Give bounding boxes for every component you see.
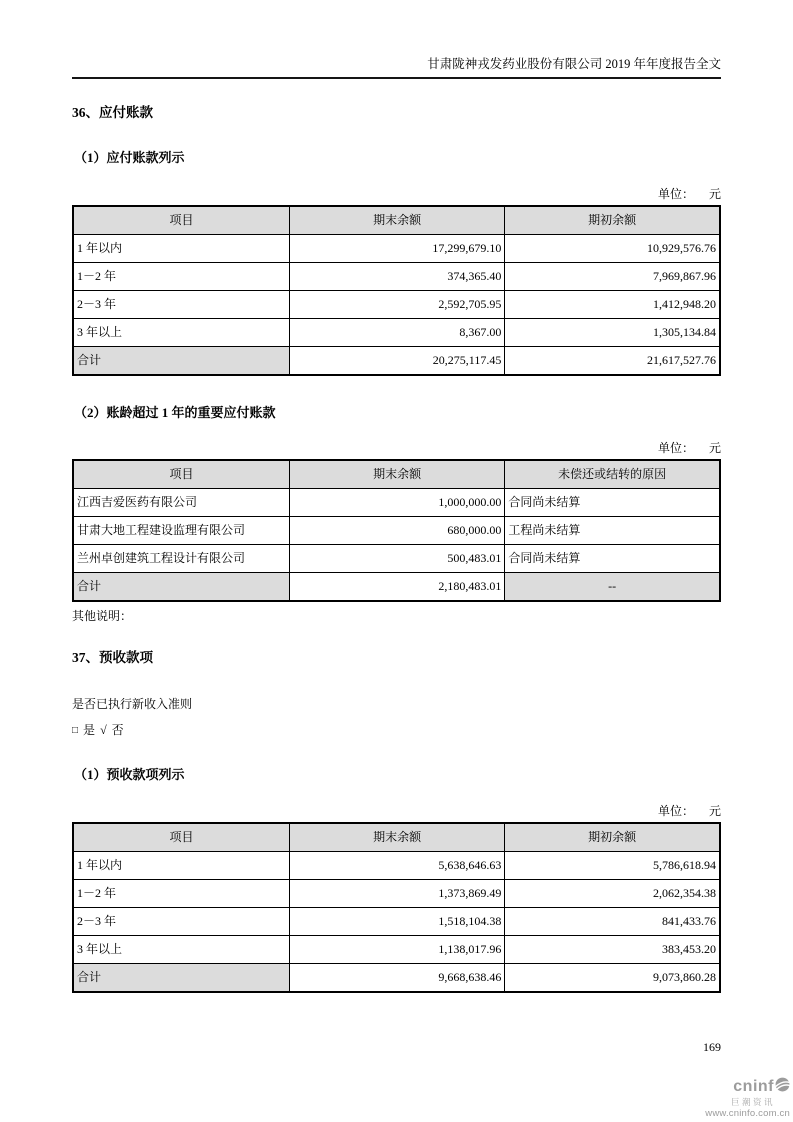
advances-received-table: [72, 822, 721, 993]
ending-balance-cell: 1,138,017.96: [289, 935, 504, 963]
beginning-balance-cell: 841,433.76: [505, 907, 720, 935]
other-note-label: 其他说明：: [72, 609, 133, 624]
item-cell: 1 年以内: [73, 851, 289, 879]
aged-payables-table: [72, 459, 721, 602]
total-ending-balance-cell: 2,180,483.01: [289, 573, 504, 602]
new-revenue-standard-question: 是否已执行新收入准则: [72, 696, 193, 711]
yes-no-checkline: [72, 723, 721, 738]
section-36-list-title: （1）应付账款列示: [74, 150, 185, 166]
table-row: [73, 234, 720, 262]
item-cell: 2－3 年: [73, 907, 289, 935]
header-beginning-balance: 期初余额: [505, 206, 720, 235]
item-cell: 1－2 年: [73, 879, 289, 907]
ending-balance-cell: 17,299,679.10: [289, 234, 504, 262]
total-label-cell: 合计: [73, 963, 289, 992]
item-cell: 2－3 年: [73, 290, 289, 318]
company-name-cell: 兰州卓创建筑工程设计有限公司: [73, 545, 289, 573]
accounts-payable-table: [72, 205, 721, 376]
beginning-balance-cell: 1,305,134.84: [505, 318, 720, 346]
unit-line-2: [72, 439, 721, 456]
total-beginning-balance-cell: 21,617,527.76: [505, 346, 720, 375]
document-header: [72, 0, 721, 79]
cninfo-globe-icon: [774, 1077, 790, 1096]
section-36-aged-title: （2）账龄超过 1 年的重要应付账款: [74, 404, 276, 420]
header-beginning-balance: 期初余额: [505, 823, 720, 852]
ending-balance-cell: 8,367.00: [289, 318, 504, 346]
total-reason-cell: --: [505, 573, 720, 602]
total-ending-balance-cell: 20,275,117.45: [289, 346, 504, 375]
header-item: 项目: [73, 206, 289, 235]
checkbox-yes-icon: □: [72, 725, 80, 737]
ending-balance-cell: 5,638,646.63: [289, 851, 504, 879]
table-row: [73, 318, 720, 346]
cninfo-wordmark: cninf: [733, 1077, 774, 1095]
unit-label: 单位：: [657, 441, 694, 456]
item-cell: 3 年以上: [73, 935, 289, 963]
table-header-row: [73, 206, 720, 235]
page-number: 169: [703, 1040, 721, 1054]
unit-value: 元: [708, 441, 721, 456]
unit-value: 元: [708, 803, 721, 818]
section-37-title: 37、预收款项: [72, 649, 153, 665]
table-total-row: [73, 346, 720, 375]
table-row: [73, 290, 720, 318]
report-header-title: 甘肃陇神戎发药业股份有限公司 2019 年年度报告全文: [72, 57, 721, 79]
beginning-balance-cell: 2,062,354.38: [505, 879, 720, 907]
table-row: [73, 851, 720, 879]
item-cell: 1－2 年: [73, 262, 289, 290]
unit-label: 单位：: [657, 803, 694, 818]
cninfo-url: www.cninfo.com.cn: [705, 1107, 790, 1119]
reason-cell: 合同尚未结算: [505, 489, 720, 517]
table-row: [73, 517, 720, 545]
header-ending-balance: 期末余额: [289, 206, 504, 235]
unit-line-3: [72, 802, 721, 819]
item-cell: 3 年以上: [73, 318, 289, 346]
table-row: [73, 545, 720, 573]
table-row: [73, 935, 720, 963]
table-header-row: [73, 460, 720, 489]
total-beginning-balance-cell: 9,073,860.28: [505, 963, 720, 992]
ending-balance-cell: 680,000.00: [289, 517, 504, 545]
total-label-cell: 合计: [73, 573, 289, 602]
table-total-row: [73, 573, 720, 602]
table-row: [73, 907, 720, 935]
beginning-balance-cell: 10,929,576.76: [505, 234, 720, 262]
header-ending-balance: 期末余额: [289, 460, 504, 489]
checkbox-yes-label: 是: [83, 723, 97, 738]
ending-balance-cell: 2,592,705.95: [289, 290, 504, 318]
cninfo-logo: [680, 1077, 790, 1118]
ending-balance-cell: 1,518,104.38: [289, 907, 504, 935]
cninfo-chinese-name: 巨潮资讯: [730, 1097, 775, 1107]
section-36-title: 36、应付账款: [72, 105, 153, 120]
company-name-cell: 江西吉爱医药有限公司: [73, 489, 289, 517]
unit-line-1: [72, 185, 721, 202]
total-label-cell: 合计: [73, 346, 289, 375]
table-total-row: [73, 963, 720, 992]
ending-balance-cell: 500,483.01: [289, 545, 504, 573]
checkbox-no-label: 否: [111, 723, 125, 738]
company-name-cell: 甘肃大地工程建设监理有限公司: [73, 517, 289, 545]
reason-cell: 合同尚未结算: [505, 545, 720, 573]
header-ending-balance: 期末余额: [289, 823, 504, 852]
beginning-balance-cell: 1,412,948.20: [505, 290, 720, 318]
table-row: [73, 262, 720, 290]
header-item: 项目: [73, 823, 289, 852]
section-37-list-title: （1）预收款项列示: [74, 767, 185, 783]
ending-balance-cell: 1,000,000.00: [289, 489, 504, 517]
header-item: 项目: [73, 460, 289, 489]
beginning-balance-cell: 7,969,867.96: [505, 262, 720, 290]
ending-balance-cell: 374,365.40: [289, 262, 504, 290]
beginning-balance-cell: 383,453.20: [505, 935, 720, 963]
table-row: [73, 879, 720, 907]
reason-cell: 工程尚未结算: [505, 517, 720, 545]
beginning-balance-cell: 5,786,618.94: [505, 851, 720, 879]
unit-value: 元: [708, 186, 721, 201]
table-header-row: [73, 823, 720, 852]
unit-label: 单位：: [657, 186, 694, 201]
table-row: [73, 489, 720, 517]
total-ending-balance-cell: 9,668,638.46: [289, 963, 504, 992]
ending-balance-cell: 1,373,869.49: [289, 879, 504, 907]
header-reason: 未偿还或结转的原因: [505, 460, 720, 489]
item-cell: 1 年以内: [73, 234, 289, 262]
checkmark-no-icon: √: [100, 723, 108, 738]
